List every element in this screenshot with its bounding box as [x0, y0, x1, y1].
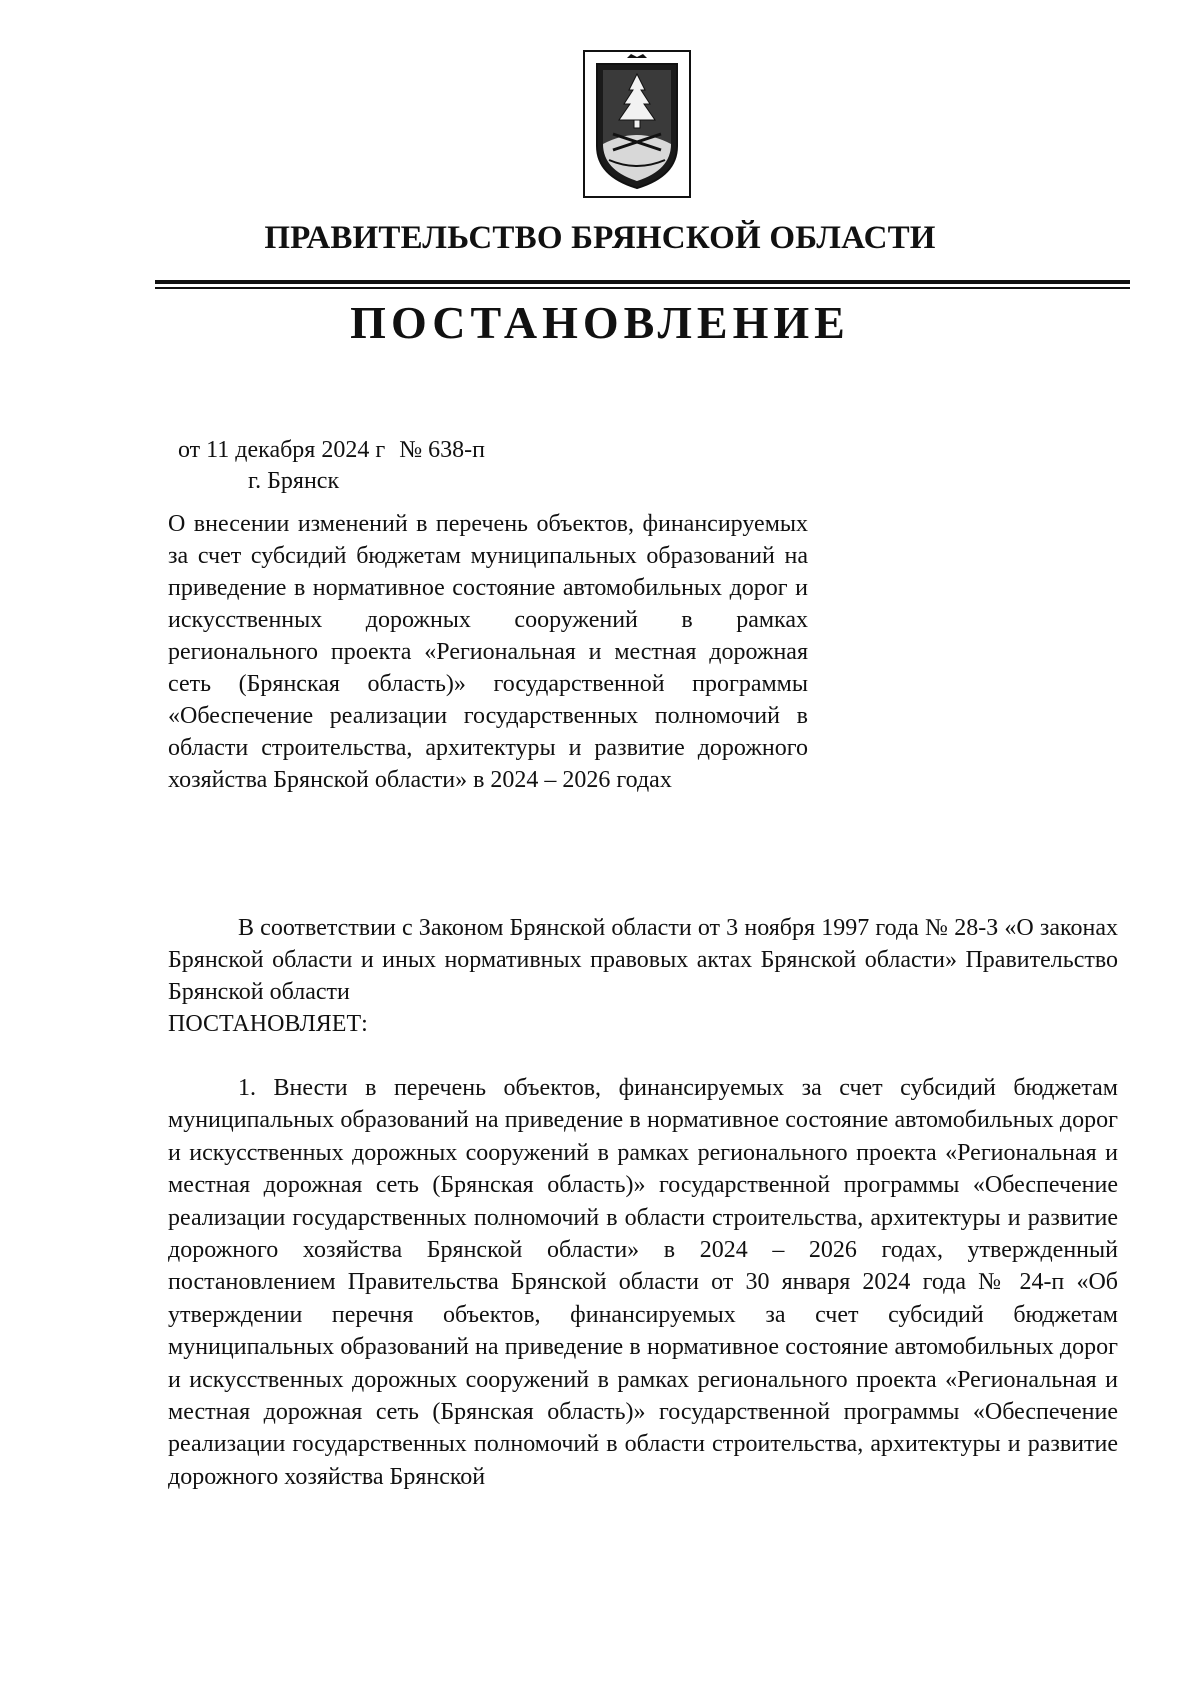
document-date: от 11 декабря 2024 г — [178, 437, 386, 463]
document-number: № 638-п — [399, 437, 485, 463]
header-divider-thick — [155, 280, 1130, 284]
document-subject: О внесении изменений в перечень объектов, финансируемых за счет субсидий бюджетам муниципальных образований на приведение в нормативное состояние автомобильных дорог и искусственных дорожных сооружений в рамках регионального проекта «Региональная и местная дорожная сеть (Брянская область)» государственной программы «Обеспечение реализации государственных полномочий в области строительства, архитектуры и развитие дорожного хозяйства Брянской области» в 2024 – 2026 годах — [168, 511, 808, 793]
coat-of-arms-icon — [583, 50, 691, 198]
document-city: г. Брянск — [248, 468, 340, 494]
clause-1-paragraph: 1. Внести в перечень объектов, финансируемых за счет субсидий бюджетам муниципальных образований на приведение в нормативное состояние автомобильных дорог и искусственных дорожных сооружений в рамках регионального проекта «Региональная и местная дорожная сеть (Брянская область)» государственной программы «Обеспечение реализации государственных полномочий в области строительства, архитектуры и развитие дорожного хозяйства Брянской области» в 2024 – 2026 годах, утвержденный постановлением Правительства Брянской области от 30 января 2024 года № 24-п «Об утверждении перечня объектов, финансируемых за счет субсидий бюджетам муниципальных образований на приведение в нормативное состояние автомобильных дорог и искусственных дорожных сооружений в рамках регионального проекта «Региональная и местная дорожная сеть (Брянская область)» государственной программы «Обеспечение реализации государственных полномочий в области строительства, архитектуры и развитие дорожного хозяйства Брянской — [168, 1075, 1118, 1490]
decree-heading: ПОСТАНОВЛЯЕТ: — [168, 1011, 368, 1037]
header-divider-thin — [155, 287, 1130, 289]
preamble-paragraph: В соответствии с Законом Брянской области от 3 ноября 1997 года № 28-З «О законах Брянской области и иных нормативных правовых актах Брянской области» Правительство Брянской области — [168, 915, 1118, 1005]
org-name: ПРАВИТЕЛЬСТВО БРЯНСКОЙ ОБЛАСТИ — [264, 220, 936, 256]
document-type: ПОСТАНОВЛЕНИЕ — [350, 297, 850, 348]
document-meta — [178, 435, 485, 497]
